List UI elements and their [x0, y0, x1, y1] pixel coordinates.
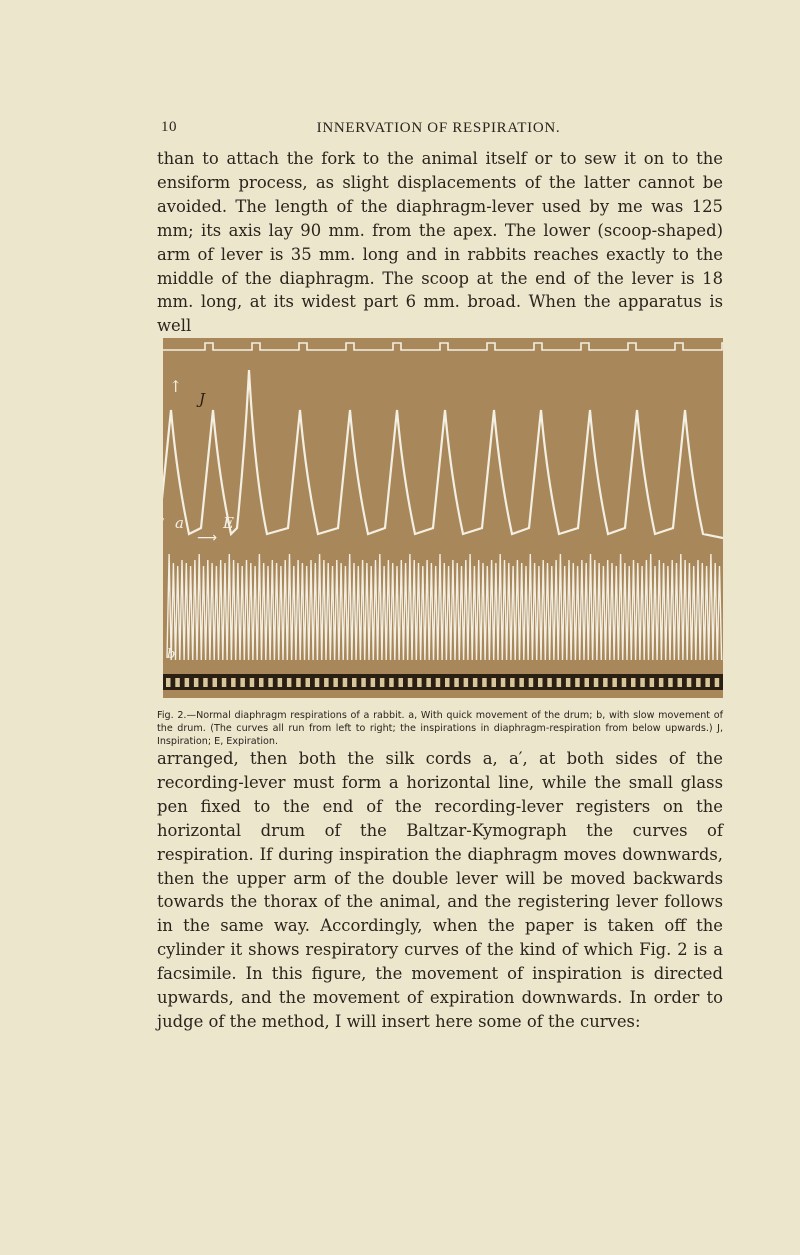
time-tick [715, 678, 720, 687]
time-tick [408, 678, 413, 687]
time-tick [426, 678, 431, 687]
time-tick [659, 678, 664, 687]
time-tick [268, 678, 273, 687]
time-tick [705, 678, 710, 687]
figure-caption: Fig. 2.—Normal diaphragm respirations of a rabbit. a, With quick movement of the drum; b, with slow movement of the drum. (The curves all run from left to right; the inspirations in diaphragm-respiration from below upwards.) J, Inspiration; E, Expiration. [157, 710, 723, 747]
time-tick [213, 678, 218, 687]
time-tick [519, 678, 524, 687]
label-slow: b [167, 647, 176, 662]
time-tick [464, 678, 469, 687]
time-tick [343, 678, 348, 687]
time-tick [222, 678, 227, 687]
paragraph-1: than to attach the fork to the animal itself or to sew it on to the ensiform process, as slight displacements of the latter cannot be avoided. The length of the diaphragm-lever used by me was 125 mm; its axis lay 90 mm. from the apex. The lower (scoop-shaped) arm of lever is 35 mm. long and in rabbits reaches exactly to the middle of the diaphragm. The scoop at the end of the lever is 18 mm. long, at its widest part 6 mm. broad. When the apparatus is well [157, 149, 723, 336]
label-cord: a [175, 514, 184, 532]
running-title: INNERVATION OF RESPIRATION. [316, 120, 561, 136]
kymograph-figure [163, 338, 723, 698]
page-header [157, 117, 720, 141]
time-tick [566, 678, 571, 687]
time-tick [640, 678, 645, 687]
time-tick [380, 678, 385, 687]
time-tick [361, 678, 366, 687]
time-tick [538, 678, 543, 687]
time-tick [454, 678, 459, 687]
expiration-arrow: ⟶ [197, 530, 218, 546]
time-tick [445, 678, 450, 687]
time-tick [185, 678, 190, 687]
page-number: 10 [161, 119, 177, 135]
time-tick [687, 678, 692, 687]
time-tick [306, 678, 311, 687]
time-tick [417, 678, 422, 687]
time-tick [436, 678, 441, 687]
time-tick [501, 678, 506, 687]
time-tick [166, 678, 171, 687]
time-tick [696, 678, 701, 687]
time-tick [194, 678, 199, 687]
time-band [163, 674, 723, 690]
time-tick [557, 678, 562, 687]
time-tick [594, 678, 599, 687]
time-tick [678, 678, 683, 687]
label-expiration: E [223, 514, 234, 532]
time-tick [492, 678, 497, 687]
paragraph-2: arranged, then both the silk cords a, a′, at both sides of the recording-lever must form a horizontal line, while the small glass pen fixed to the end of the recording-lever registers on the horizontal drum of the Baltzar-Kymograph the curves of respiration. If during inspiration the diaphragm moves downwards, then the upper arm of the double lever will be moved backwards towards the thorax of the animal, and the registering lever follows in the same way. Accordingly, when the paper is taken off the cylinder it shows respiratory curves of the kind of which Fig. 2 is a facsimile. In this figure, the movement of inspiration is directed upwards, and the movement of expiration downwards. In order to judge of the method, I will insert here some of the curves: [157, 749, 723, 1031]
time-tick [585, 678, 590, 687]
time-tick [287, 678, 292, 687]
time-tick [250, 678, 255, 687]
label-inspiration: J [199, 390, 206, 408]
time-tick [333, 678, 338, 687]
time-tick [175, 678, 180, 687]
time-tick [240, 678, 245, 687]
time-tick [622, 678, 627, 687]
time-tick [389, 678, 394, 687]
time-tick [203, 678, 208, 687]
time-tick [575, 678, 580, 687]
time-tick [668, 678, 673, 687]
time-tick [399, 678, 404, 687]
time-tick [324, 678, 329, 687]
time-tick [650, 678, 655, 687]
time-tick [612, 678, 617, 687]
inspiration-arrow: ↑ [169, 377, 183, 396]
time-tick [278, 678, 283, 687]
time-tick [473, 678, 478, 687]
time-tick [352, 678, 357, 687]
time-tick [529, 678, 534, 687]
time-tick [296, 678, 301, 687]
time-tick [231, 678, 236, 687]
time-tick [259, 678, 264, 687]
time-tick [371, 678, 376, 687]
time-tick [547, 678, 552, 687]
time-tick [603, 678, 608, 687]
time-tick [482, 678, 487, 687]
time-tick [510, 678, 514, 687]
kymograph-trace [163, 338, 723, 698]
time-tick [315, 678, 320, 687]
time-tick [631, 678, 636, 687]
